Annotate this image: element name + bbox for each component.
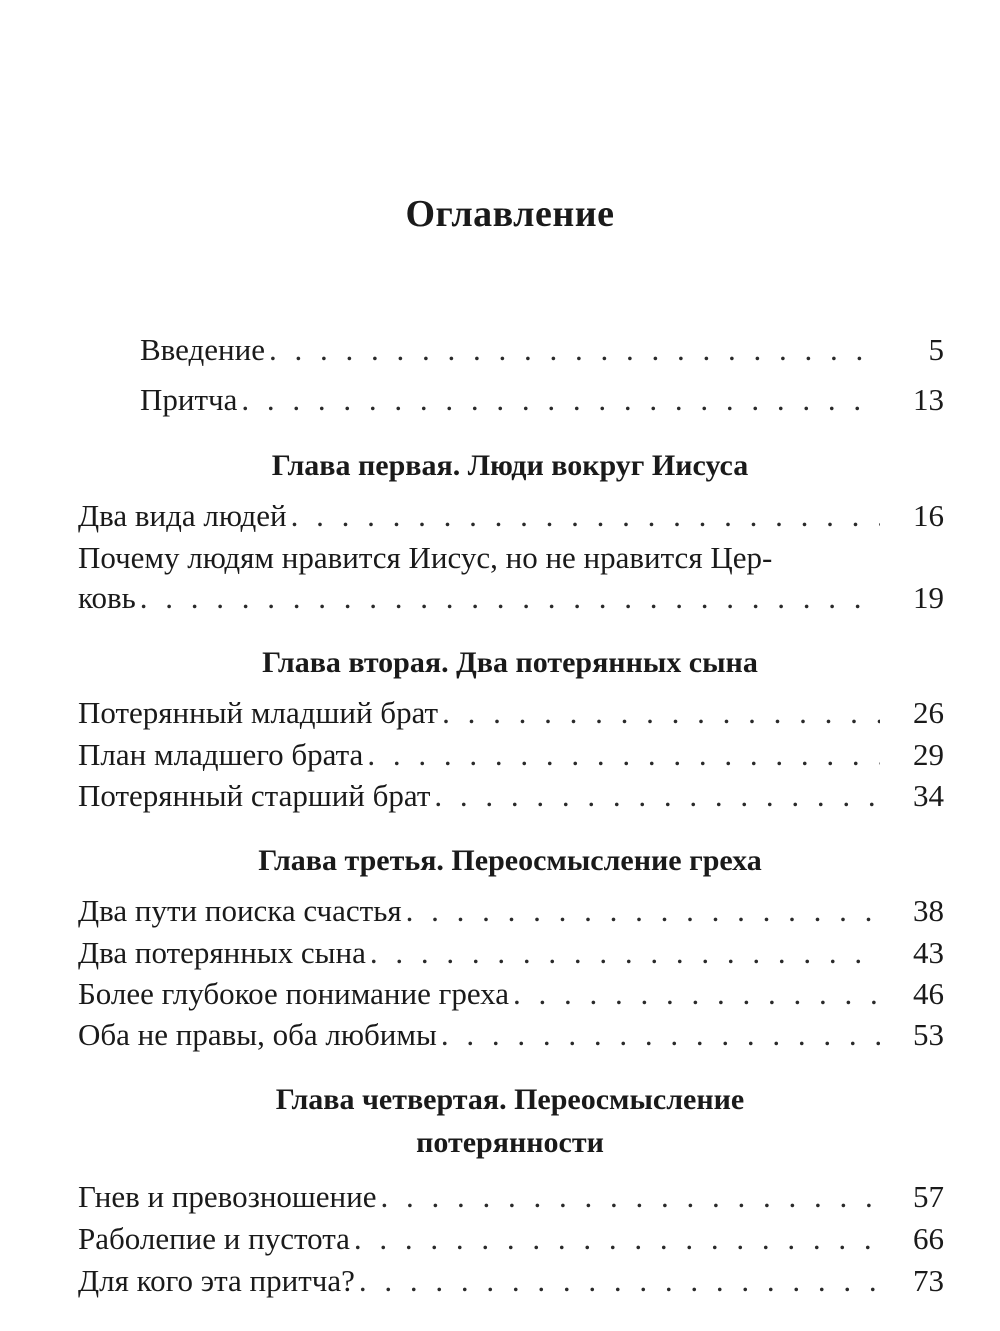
- toc-entry[interactable]: [78, 891, 944, 931]
- toc-entry[interactable]: [78, 496, 944, 536]
- leader-dots: [354, 1219, 880, 1259]
- toc-entry-page: 46: [913, 976, 944, 1011]
- toc-entry[interactable]: [78, 1015, 944, 1055]
- toc-entry-page: 43: [913, 935, 944, 970]
- leader-dots: [367, 735, 880, 775]
- toc-entry[interactable]: [78, 1219, 944, 1259]
- toc-entry-label: ковь: [78, 580, 136, 615]
- toc-entry-label: Потерянный старший брат: [78, 778, 431, 813]
- toc-entry-page: 53: [913, 1017, 944, 1052]
- toc-entry-label: Два пути поиска счастья: [78, 893, 402, 928]
- leader-dots: [434, 776, 880, 816]
- toc-entry-label: Раболепие и пустота: [78, 1221, 350, 1256]
- toc-entry-label-line1[interactable]: Почему людям нравится Иисус, но не нравится Цер-: [78, 540, 773, 575]
- chapter-heading: Глава третья. Переосмысление греха: [258, 844, 762, 877]
- toc-entry-page: 38: [913, 893, 944, 928]
- toc-entry-page: 13: [913, 382, 944, 417]
- toc-entry-label: Гнев и превозношение: [78, 1179, 377, 1214]
- toc-entry-label: Более глубокое понимание греха: [78, 976, 510, 1011]
- leader-dots: [513, 974, 880, 1014]
- toc-entry-label: План младшего брата: [78, 737, 364, 772]
- toc-entry-page: 26: [913, 695, 944, 730]
- toc-entry-page: 73: [913, 1263, 944, 1298]
- toc-entry-page: 57: [913, 1179, 944, 1214]
- toc-entry[interactable]: [78, 1261, 944, 1301]
- chapter-heading-line2: потерянности: [416, 1126, 604, 1159]
- toc-entry[interactable]: [78, 693, 944, 733]
- page-title: Оглавление: [405, 193, 615, 235]
- toc-entry-page: 34: [913, 778, 944, 813]
- toc-entry[interactable]: [78, 735, 944, 775]
- toc-entry-label: Оба не правы, оба любимы: [78, 1017, 437, 1052]
- toc-entry-page: 16: [913, 498, 944, 533]
- leader-dots: [241, 380, 880, 420]
- toc-entry-page: 19: [913, 580, 944, 615]
- toc-entry-label: Притча: [140, 382, 238, 417]
- chapter-heading: Глава первая. Люди вокруг Иисуса: [271, 449, 749, 482]
- leader-dots: [442, 693, 880, 733]
- leader-dots: [406, 891, 880, 931]
- toc-entry[interactable]: [78, 1177, 944, 1217]
- toc-entry[interactable]: [78, 933, 944, 973]
- leader-dots: [359, 1261, 880, 1301]
- toc-entry-page: 66: [913, 1221, 944, 1256]
- toc-entry[interactable]: [78, 776, 944, 816]
- leader-dots: [291, 496, 880, 536]
- chapter-heading: Глава вторая. Два потерянных сына: [262, 646, 758, 679]
- leader-dots: [269, 330, 880, 370]
- leader-dots: [441, 1015, 880, 1055]
- toc-entry-page: 29: [913, 737, 944, 772]
- toc-entry-page: 5: [928, 332, 944, 367]
- leader-dots: [370, 933, 880, 973]
- toc-entry[interactable]: [78, 974, 944, 1014]
- toc-entry-label: Введение: [140, 332, 265, 367]
- toc-entry-label: Для кого эта притча?: [78, 1263, 355, 1298]
- leader-dots: [381, 1177, 881, 1217]
- toc-entry[interactable]: [78, 578, 944, 618]
- toc-entry-label: Два вида людей: [78, 498, 287, 533]
- toc-entry-intro[interactable]: [140, 330, 944, 370]
- leader-dots: [140, 578, 880, 618]
- toc-entry-label: Два потерянных сына: [78, 935, 366, 970]
- chapter-heading-line1: Глава четвертая. Переосмысление: [275, 1083, 745, 1116]
- toc-entry-parable[interactable]: [140, 380, 944, 420]
- toc-entry-label: Потерянный младший брат: [78, 695, 439, 730]
